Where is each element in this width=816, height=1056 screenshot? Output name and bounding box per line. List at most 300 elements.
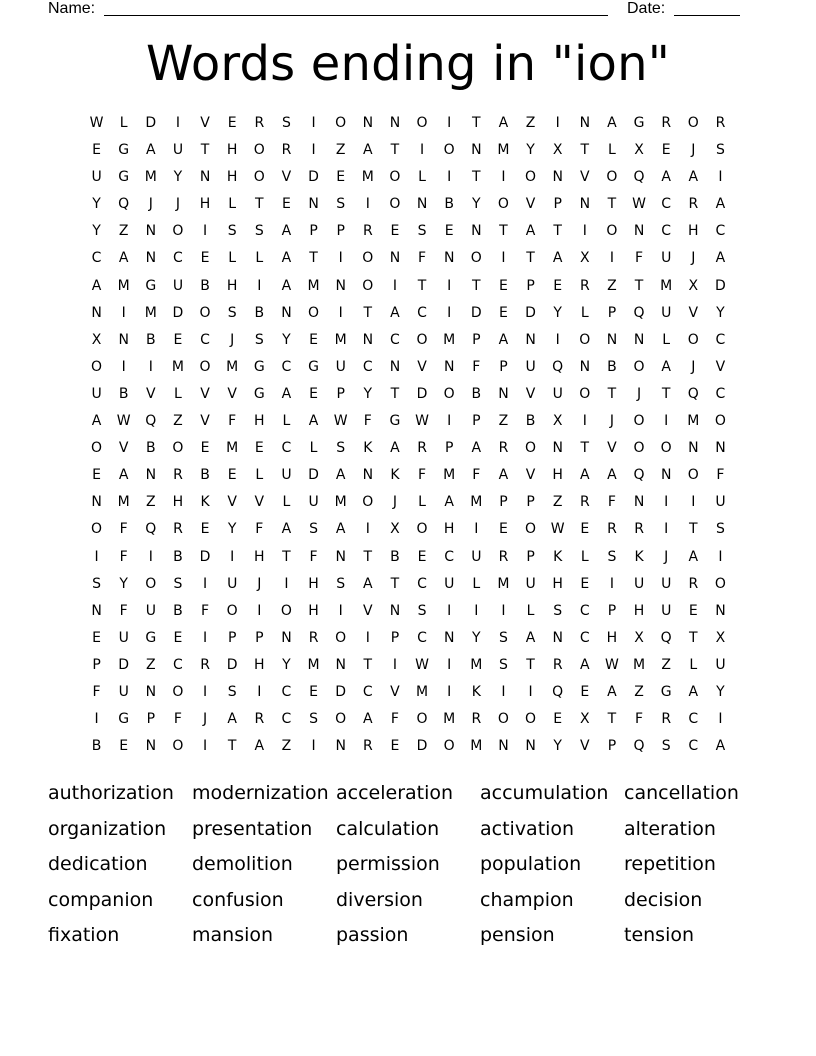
grid-letter[interactable]: H xyxy=(254,413,265,430)
grid-letter[interactable]: R xyxy=(579,494,590,511)
grid-letter[interactable]: E xyxy=(553,711,563,728)
grid-letter[interactable]: V xyxy=(580,169,590,186)
grid-letter[interactable]: C xyxy=(715,331,726,348)
grid-letter[interactable]: X xyxy=(580,250,590,267)
grid-letter[interactable]: R xyxy=(254,711,265,728)
grid-letter[interactable]: L xyxy=(255,250,264,267)
grid-letter[interactable]: O xyxy=(199,304,211,321)
grid-letter[interactable]: T xyxy=(607,711,617,728)
grid-letter[interactable]: G xyxy=(253,385,265,402)
grid-letter[interactable]: A xyxy=(661,358,671,375)
grid-letter[interactable]: I xyxy=(311,142,316,159)
grid-letter[interactable]: U xyxy=(118,629,129,646)
grid-letter[interactable]: T xyxy=(580,440,590,457)
grid-letter[interactable]: A xyxy=(118,467,129,484)
grid-letter[interactable]: I xyxy=(609,250,614,267)
grid-letter[interactable]: B xyxy=(607,358,617,375)
grid-letter[interactable]: R xyxy=(308,629,319,646)
grid-letter[interactable]: T xyxy=(282,548,291,565)
grid-letter[interactable]: G xyxy=(389,413,401,430)
grid-letter[interactable]: O xyxy=(172,738,184,755)
grid-letter[interactable]: E xyxy=(499,521,508,538)
grid-letter[interactable]: M xyxy=(497,575,510,592)
grid-letter[interactable]: O xyxy=(525,521,537,538)
grid-letter[interactable]: H xyxy=(308,602,319,619)
grid-letter[interactable]: V xyxy=(118,440,129,457)
grid-letter[interactable]: N xyxy=(579,115,591,131)
grid-letter[interactable]: X xyxy=(688,277,699,294)
grid-letter[interactable]: F xyxy=(119,548,128,565)
grid-letter[interactable]: I xyxy=(257,602,262,619)
grid-letter[interactable]: T xyxy=(472,277,481,294)
grid-letter[interactable]: T xyxy=(607,385,617,402)
grid-letter[interactable]: R xyxy=(607,521,617,538)
grid-letter[interactable]: L xyxy=(228,250,237,267)
grid-letter[interactable]: H xyxy=(226,277,238,294)
grid-letter[interactable]: B xyxy=(146,331,156,348)
grid-letter[interactable]: F xyxy=(472,358,481,375)
grid-letter[interactable]: C xyxy=(417,629,427,646)
grid-letter[interactable]: U xyxy=(661,250,672,267)
grid-letter[interactable]: J xyxy=(230,331,235,348)
grid-letter[interactable]: A xyxy=(91,413,102,430)
grid-letter[interactable]: N xyxy=(525,331,536,348)
grid-letter[interactable]: N xyxy=(362,467,374,484)
grid-letter[interactable]: D xyxy=(308,169,319,186)
grid-letter[interactable]: S xyxy=(498,656,508,673)
grid-letter[interactable]: U xyxy=(661,602,672,619)
grid-letter[interactable]: S xyxy=(254,223,264,240)
grid-letter[interactable]: M xyxy=(307,277,320,294)
grid-letter[interactable]: G xyxy=(308,358,319,375)
grid-letter[interactable]: D xyxy=(145,115,157,131)
grid-letter[interactable]: M xyxy=(117,277,130,294)
grid-letter[interactable]: L xyxy=(255,467,264,484)
grid-letter[interactable]: E xyxy=(580,683,590,700)
grid-letter[interactable]: R xyxy=(200,656,210,673)
grid-letter[interactable]: I xyxy=(447,656,452,673)
grid-letter[interactable]: M xyxy=(361,169,374,186)
grid-letter[interactable]: H xyxy=(308,575,319,592)
grid-letter[interactable]: U xyxy=(308,494,319,511)
grid-letter[interactable]: I xyxy=(582,223,587,240)
grid-letter[interactable]: T xyxy=(390,142,400,159)
grid-letter[interactable]: A xyxy=(444,494,454,511)
grid-letter[interactable]: N xyxy=(471,142,482,159)
grid-letter[interactable]: A xyxy=(363,575,373,592)
grid-letter[interactable]: V xyxy=(254,494,265,511)
grid-letter[interactable]: F xyxy=(363,413,372,430)
grid-letter[interactable]: R xyxy=(281,142,292,159)
grid-letter[interactable]: U xyxy=(471,548,482,565)
grid-letter[interactable]: U xyxy=(661,304,672,321)
grid-letter[interactable]: L xyxy=(472,575,481,592)
grid-letter[interactable]: M xyxy=(144,304,157,321)
grid-letter[interactable]: C xyxy=(281,440,292,457)
grid-letter[interactable]: N xyxy=(552,440,563,457)
grid-letter[interactable]: I xyxy=(664,494,669,511)
grid-letter[interactable]: H xyxy=(688,223,699,240)
grid-letter[interactable]: O xyxy=(687,331,699,348)
grid-letter[interactable]: O xyxy=(443,385,455,402)
grid-letter[interactable]: I xyxy=(121,358,126,375)
grid-letter[interactable]: W xyxy=(632,196,646,213)
grid-letter[interactable]: G xyxy=(145,629,157,646)
grid-letter[interactable]: S xyxy=(417,602,427,619)
grid-letter[interactable]: Q xyxy=(118,196,130,213)
grid-letter[interactable]: O xyxy=(91,440,103,457)
grid-letter[interactable]: F xyxy=(255,521,264,538)
grid-letter[interactable]: I xyxy=(718,169,723,186)
grid-letter[interactable]: E xyxy=(200,521,210,538)
grid-letter[interactable]: F xyxy=(201,602,210,619)
grid-letter[interactable]: N xyxy=(145,738,157,755)
grid-letter[interactable]: V xyxy=(200,413,210,430)
grid-letter[interactable]: U xyxy=(91,385,102,402)
grid-letter[interactable]: T xyxy=(363,548,373,565)
grid-letter[interactable]: A xyxy=(308,413,319,430)
grid-letter[interactable]: L xyxy=(689,656,698,673)
grid-letter[interactable]: J xyxy=(691,250,696,267)
grid-letter[interactable]: O xyxy=(606,169,618,186)
grid-letter[interactable]: L xyxy=(119,115,128,131)
grid-letter[interactable]: L xyxy=(580,548,589,565)
grid-letter[interactable]: V xyxy=(200,385,210,402)
grid-letter[interactable]: Q xyxy=(552,358,564,375)
grid-letter[interactable]: N xyxy=(118,331,129,348)
grid-letter[interactable]: D xyxy=(172,304,184,321)
grid-letter[interactable]: N xyxy=(281,629,292,646)
grid-letter[interactable]: Q xyxy=(633,467,645,484)
grid-letter[interactable]: T xyxy=(607,196,617,213)
grid-letter[interactable]: U xyxy=(633,575,645,592)
grid-letter[interactable]: K xyxy=(200,494,210,511)
grid-letter[interactable]: E xyxy=(309,331,318,348)
grid-letter[interactable]: R xyxy=(173,521,183,538)
grid-letter[interactable]: B xyxy=(173,602,183,619)
grid-letter[interactable]: A xyxy=(688,169,699,186)
grid-letter[interactable]: A xyxy=(254,738,265,755)
grid-letter[interactable]: O xyxy=(362,277,374,294)
grid-letter[interactable]: L xyxy=(418,169,426,186)
grid-letter[interactable]: S xyxy=(309,521,318,538)
grid-letter[interactable]: R xyxy=(417,440,427,457)
grid-letter[interactable]: O xyxy=(226,602,238,619)
grid-letter[interactable]: R xyxy=(688,196,699,213)
grid-letter[interactable]: D xyxy=(226,656,238,673)
grid-letter[interactable]: O xyxy=(335,629,347,646)
grid-letter[interactable]: F xyxy=(119,521,128,538)
grid-letter[interactable]: J xyxy=(202,711,208,728)
grid-letter[interactable]: L xyxy=(526,602,535,619)
grid-letter[interactable]: S xyxy=(336,575,346,592)
grid-letter[interactable]: E xyxy=(309,683,318,700)
grid-letter[interactable]: R xyxy=(661,711,672,728)
grid-letter[interactable]: O xyxy=(633,413,645,430)
grid-letter[interactable]: Y xyxy=(472,196,481,213)
grid-letter[interactable]: Z xyxy=(335,142,346,159)
grid-letter[interactable]: C xyxy=(281,683,292,700)
grid-letter[interactable]: B xyxy=(173,548,183,565)
grid-letter[interactable]: B xyxy=(390,548,400,565)
grid-letter[interactable]: C xyxy=(173,656,183,673)
grid-letter[interactable]: C xyxy=(579,602,590,619)
grid-letter[interactable]: E xyxy=(688,602,698,619)
grid-letter[interactable]: L xyxy=(282,494,291,511)
grid-letter[interactable]: N xyxy=(498,385,509,402)
grid-letter[interactable]: A xyxy=(525,223,536,240)
grid-letter[interactable]: X xyxy=(552,142,563,159)
grid-letter[interactable]: O xyxy=(172,223,184,240)
grid-letter[interactable]: U xyxy=(281,467,292,484)
grid-letter[interactable]: C xyxy=(444,548,455,565)
grid-letter[interactable]: E xyxy=(499,304,508,321)
grid-letter[interactable]: M xyxy=(470,494,483,511)
grid-letter[interactable]: K xyxy=(390,467,400,484)
grid-letter[interactable]: P xyxy=(146,711,156,728)
grid-letter[interactable]: E xyxy=(227,467,237,484)
grid-letter[interactable]: S xyxy=(336,440,346,457)
grid-letter[interactable]: I xyxy=(365,629,370,646)
grid-letter[interactable]: N xyxy=(389,115,401,131)
grid-letter[interactable]: H xyxy=(226,142,238,159)
grid-letter[interactable]: C xyxy=(715,385,726,402)
grid-letter[interactable]: S xyxy=(227,223,237,240)
grid-letter[interactable]: V xyxy=(146,385,156,402)
grid-letter[interactable]: T xyxy=(390,385,400,402)
grid-letter[interactable]: K xyxy=(634,548,644,565)
grid-letter[interactable]: M xyxy=(334,494,347,511)
grid-letter[interactable]: L xyxy=(228,196,237,213)
grid-letter[interactable]: S xyxy=(417,223,427,240)
grid-letter[interactable]: I xyxy=(338,250,343,267)
grid-letter[interactable]: G xyxy=(118,169,130,186)
grid-letter[interactable]: I xyxy=(609,575,614,592)
grid-letter[interactable]: G xyxy=(118,142,130,159)
grid-letter[interactable]: Y xyxy=(363,385,373,402)
grid-letter[interactable]: R xyxy=(552,656,563,673)
grid-letter[interactable]: N xyxy=(579,196,591,213)
grid-letter[interactable]: H xyxy=(443,521,455,538)
grid-letter[interactable]: P xyxy=(499,494,508,511)
grid-letter[interactable]: R xyxy=(498,548,509,565)
grid-letter[interactable]: O xyxy=(525,440,537,457)
grid-letter[interactable]: C xyxy=(390,331,400,348)
grid-letter[interactable]: S xyxy=(309,711,318,728)
grid-letter[interactable]: A xyxy=(715,250,726,267)
grid-letter[interactable]: N xyxy=(552,629,563,646)
grid-letter[interactable]: H xyxy=(254,656,265,673)
grid-letter[interactable]: D xyxy=(416,738,428,755)
grid-letter[interactable]: D xyxy=(308,467,319,484)
grid-letter[interactable]: B xyxy=(200,467,210,484)
grid-letter[interactable]: T xyxy=(553,223,562,240)
grid-letter[interactable]: C xyxy=(661,196,672,213)
grid-letter[interactable]: B xyxy=(444,196,454,213)
grid-letter[interactable]: A xyxy=(335,521,346,538)
grid-letter[interactable]: H xyxy=(226,169,238,186)
grid-letter[interactable]: P xyxy=(607,602,617,619)
grid-letter[interactable]: T xyxy=(363,304,373,321)
grid-letter[interactable]: U xyxy=(444,575,455,592)
grid-letter[interactable]: E xyxy=(173,629,183,646)
grid-letter[interactable]: N xyxy=(660,467,672,484)
grid-letter[interactable]: B xyxy=(471,385,482,402)
grid-letter[interactable]: P xyxy=(499,358,508,375)
grid-letter[interactable]: P xyxy=(92,656,101,673)
grid-letter[interactable]: E xyxy=(173,331,183,348)
grid-letter[interactable]: Z xyxy=(525,115,536,131)
grid-letter[interactable]: O xyxy=(145,575,157,592)
grid-letter[interactable]: O xyxy=(579,331,591,348)
grid-letter[interactable]: E xyxy=(336,169,346,186)
grid-letter[interactable]: A xyxy=(281,250,292,267)
grid-letter[interactable]: F xyxy=(472,467,481,484)
grid-letter[interactable]: F xyxy=(119,602,128,619)
grid-letter[interactable]: V xyxy=(227,385,237,402)
grid-letter[interactable]: T xyxy=(200,142,210,159)
grid-letter[interactable]: F xyxy=(418,467,427,484)
grid-letter[interactable]: V xyxy=(281,169,292,186)
grid-letter[interactable]: I xyxy=(257,683,262,700)
grid-letter[interactable]: M xyxy=(443,711,456,728)
grid-letter[interactable]: Q xyxy=(660,629,672,646)
grid-letter[interactable]: V xyxy=(580,738,590,755)
grid-letter[interactable]: F xyxy=(309,548,318,565)
grid-letter[interactable]: O xyxy=(416,331,428,348)
grid-letter[interactable]: N xyxy=(91,304,102,321)
grid-letter[interactable]: X xyxy=(390,521,400,538)
grid-letter[interactable]: W xyxy=(89,115,104,131)
grid-letter[interactable]: U xyxy=(118,683,129,700)
grid-letter[interactable]: R xyxy=(362,738,373,755)
grid-letter[interactable]: A xyxy=(471,440,482,457)
grid-letter[interactable]: T xyxy=(472,169,481,186)
grid-letter[interactable]: A xyxy=(580,467,590,484)
grid-letter[interactable]: I xyxy=(718,548,723,565)
grid-letter[interactable]: R xyxy=(471,711,482,728)
date-blank[interactable] xyxy=(674,15,740,16)
grid-letter[interactable]: B xyxy=(525,413,536,430)
grid-letter[interactable]: A xyxy=(498,467,509,484)
grid-letter[interactable]: R xyxy=(715,115,726,131)
grid-letter[interactable]: M xyxy=(416,683,429,700)
grid-letter[interactable]: V xyxy=(227,494,237,511)
grid-letter[interactable]: C xyxy=(281,358,292,375)
grid-letter[interactable]: I xyxy=(447,413,452,430)
grid-letter[interactable]: M xyxy=(497,142,510,159)
grid-letter[interactable]: I xyxy=(474,521,479,538)
grid-letter[interactable]: N xyxy=(688,440,699,457)
grid-letter[interactable]: V xyxy=(525,385,536,402)
grid-letter[interactable]: N xyxy=(362,115,374,131)
grid-letter[interactable]: A xyxy=(525,629,536,646)
grid-letter[interactable]: N xyxy=(335,277,346,294)
grid-letter[interactable]: F xyxy=(228,413,237,430)
grid-letter[interactable]: C xyxy=(417,575,427,592)
grid-letter[interactable]: A xyxy=(607,115,617,131)
grid-letter[interactable]: Z xyxy=(498,413,509,430)
grid-letter[interactable]: H xyxy=(199,196,211,213)
grid-letter[interactable]: I xyxy=(691,494,696,511)
grid-letter[interactable]: F xyxy=(418,250,427,267)
grid-letter[interactable]: A xyxy=(91,277,102,294)
grid-letter[interactable]: I xyxy=(202,683,208,700)
grid-letter[interactable]: E xyxy=(580,575,590,592)
grid-letter[interactable]: L xyxy=(174,385,182,402)
grid-letter[interactable]: J xyxy=(636,385,642,402)
grid-letter[interactable]: E xyxy=(200,250,210,267)
grid-letter[interactable]: C xyxy=(91,250,102,267)
grid-letter[interactable]: E xyxy=(499,277,508,294)
grid-letter[interactable]: R xyxy=(634,521,644,538)
grid-letter[interactable]: N xyxy=(199,169,211,186)
grid-letter[interactable]: D xyxy=(335,683,347,700)
grid-letter[interactable]: U xyxy=(335,358,346,375)
grid-letter[interactable]: N xyxy=(633,331,645,348)
grid-letter[interactable]: D xyxy=(199,548,211,565)
grid-letter[interactable]: D xyxy=(470,304,482,321)
grid-letter[interactable]: O xyxy=(335,115,347,131)
grid-letter[interactable]: G xyxy=(660,683,672,700)
grid-letter[interactable]: I xyxy=(528,683,533,700)
grid-letter[interactable]: Y xyxy=(282,656,291,673)
grid-letter[interactable]: C xyxy=(362,358,373,375)
grid-letter[interactable]: L xyxy=(309,440,318,457)
grid-letter[interactable]: H xyxy=(633,602,645,619)
grid-letter[interactable]: C xyxy=(579,629,590,646)
grid-letter[interactable]: I xyxy=(447,277,452,294)
grid-letter[interactable]: N xyxy=(715,602,726,619)
grid-letter[interactable]: D xyxy=(525,304,536,321)
grid-letter[interactable]: F xyxy=(173,711,182,728)
grid-letter[interactable]: I xyxy=(447,169,452,186)
grid-letter[interactable]: Z xyxy=(146,656,156,673)
grid-letter[interactable]: P xyxy=(227,629,237,646)
grid-letter[interactable]: O xyxy=(443,142,455,159)
grid-letter[interactable]: Z xyxy=(173,413,183,430)
grid-letter[interactable]: I xyxy=(582,413,587,430)
grid-letter[interactable]: F xyxy=(635,250,644,267)
grid-letter[interactable]: S xyxy=(173,575,183,592)
grid-letter[interactable]: U xyxy=(715,494,726,511)
grid-letter[interactable]: M xyxy=(443,467,456,484)
grid-letter[interactable]: H xyxy=(552,575,563,592)
grid-letter[interactable]: K xyxy=(471,683,481,700)
grid-letter[interactable]: O xyxy=(525,169,537,186)
grid-letter[interactable]: O xyxy=(389,169,401,186)
grid-letter[interactable]: A xyxy=(715,196,726,213)
grid-letter[interactable]: W xyxy=(550,521,565,538)
grid-letter[interactable]: E xyxy=(390,223,400,240)
grid-letter[interactable]: W xyxy=(415,656,429,673)
grid-letter[interactable]: N xyxy=(308,196,319,213)
grid-letter[interactable]: J xyxy=(691,358,696,375)
grid-letter[interactable]: C xyxy=(417,304,427,321)
grid-letter[interactable]: U xyxy=(172,277,184,294)
grid-letter[interactable]: I xyxy=(501,683,506,700)
grid-letter[interactable]: N xyxy=(552,169,563,186)
grid-letter[interactable]: Y xyxy=(173,169,183,186)
grid-letter[interactable]: N xyxy=(389,602,401,619)
grid-letter[interactable]: S xyxy=(715,142,725,159)
grid-letter[interactable]: C xyxy=(173,250,183,267)
grid-letter[interactable]: A xyxy=(688,548,699,565)
grid-letter[interactable]: O xyxy=(280,602,292,619)
grid-letter[interactable]: V xyxy=(417,358,427,375)
grid-letter[interactable]: T xyxy=(417,277,427,294)
grid-letter[interactable]: I xyxy=(555,331,560,348)
